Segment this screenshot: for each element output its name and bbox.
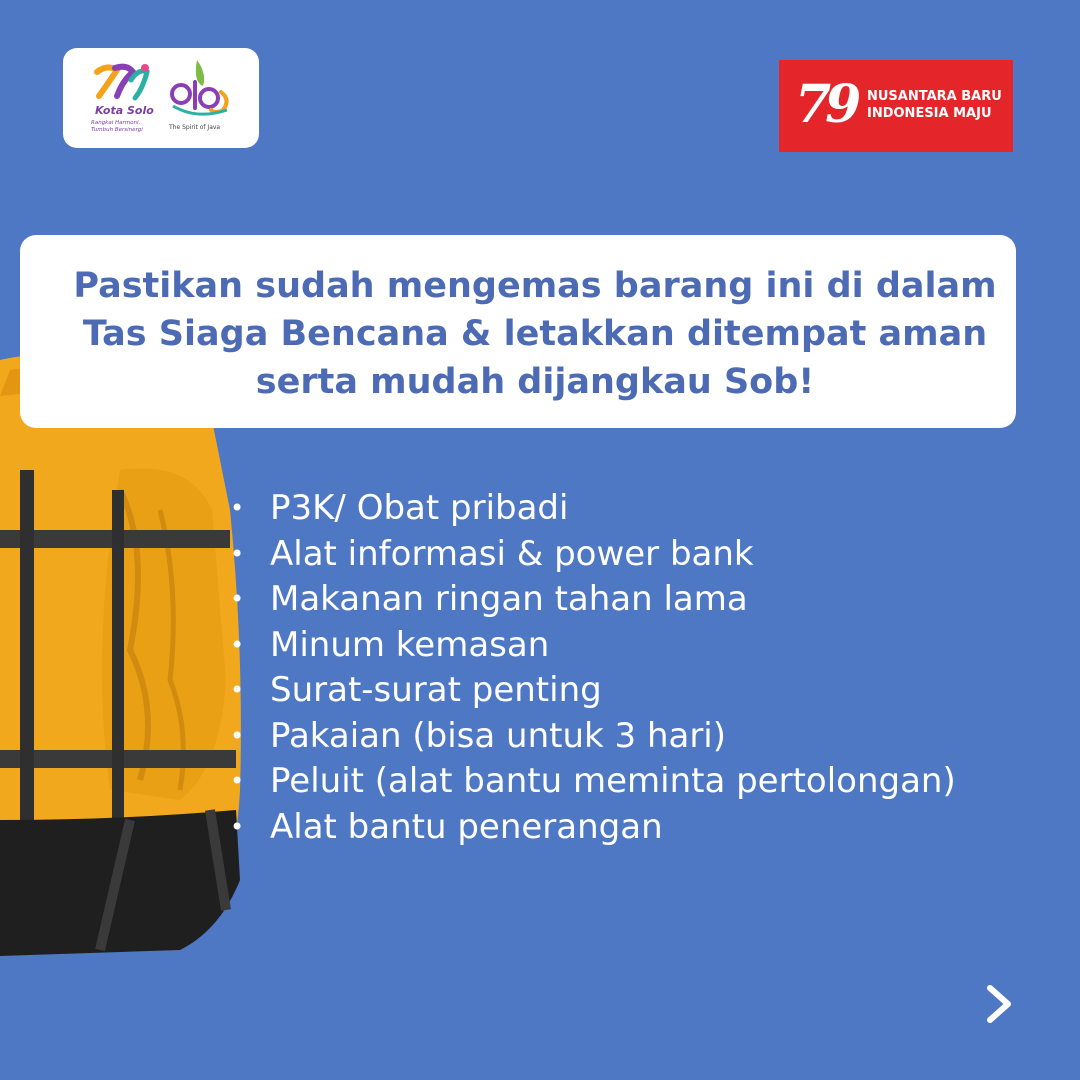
headline-line: serta mudah dijangkau Sob!	[255, 362, 815, 402]
kota-solo-name: Kota Solo	[95, 104, 154, 117]
list-item	[230, 577, 956, 623]
headline-card	[20, 235, 1016, 428]
bullet: •	[230, 494, 245, 522]
list-item	[230, 623, 956, 669]
bullet: •	[230, 539, 245, 568]
list-item	[230, 668, 956, 714]
bullet: •	[230, 676, 245, 704]
list-item-label: Surat-surat penting	[270, 670, 602, 710]
chevron-right-icon[interactable]	[980, 982, 1020, 1026]
list-item-label: Alat informasi & power bank	[270, 533, 754, 574]
headline-line: Pastikan sudah mengemas barang ini di dalam	[73, 266, 997, 306]
bullet: •	[230, 630, 245, 659]
solo-spirit-tagline: The Spirit of Java	[169, 124, 221, 131]
list-item	[230, 532, 956, 578]
bullet: •	[230, 767, 245, 795]
list-item	[230, 714, 956, 760]
partner-logos-card	[63, 48, 259, 148]
kota-solo-tagline: Rangkai Harmoni, Tumbuh Bersinergi	[91, 120, 143, 133]
headline-line: Tas Siaga Bencana & letakkan ditempat aman	[82, 314, 988, 354]
headline	[20, 262, 1050, 406]
list-item-label: Pakaian (bisa untuk 3 hari)	[270, 715, 727, 756]
hut-ri-line2: INDONESIA MAJU	[867, 106, 992, 121]
list-item	[230, 805, 956, 851]
solo-spirit-logo	[167, 56, 237, 140]
hut-ri-line1: NUSANTARA BARU	[867, 89, 1002, 104]
list-item-label: Makanan ringan tahan lama	[270, 579, 748, 619]
kota-solo-logo	[83, 58, 163, 138]
hut-ri-number: 79	[795, 74, 856, 135]
list-item	[230, 759, 956, 805]
list-item-label: Alat bantu penerangan	[270, 806, 663, 847]
list-item-label: P3K/ Obat pribadi	[270, 488, 569, 528]
bullet: •	[230, 721, 245, 750]
bullet: •	[230, 812, 245, 841]
bullet: •	[230, 585, 245, 613]
backpack-image	[0, 350, 260, 960]
emergency-bag-checklist	[230, 486, 956, 850]
hut-ri-logo	[779, 60, 1013, 152]
list-item-label: Peluit (alat bantu meminta pertolongan)	[270, 761, 956, 801]
list-item	[230, 486, 956, 532]
list-item-label: Minum kemasan	[270, 624, 550, 665]
